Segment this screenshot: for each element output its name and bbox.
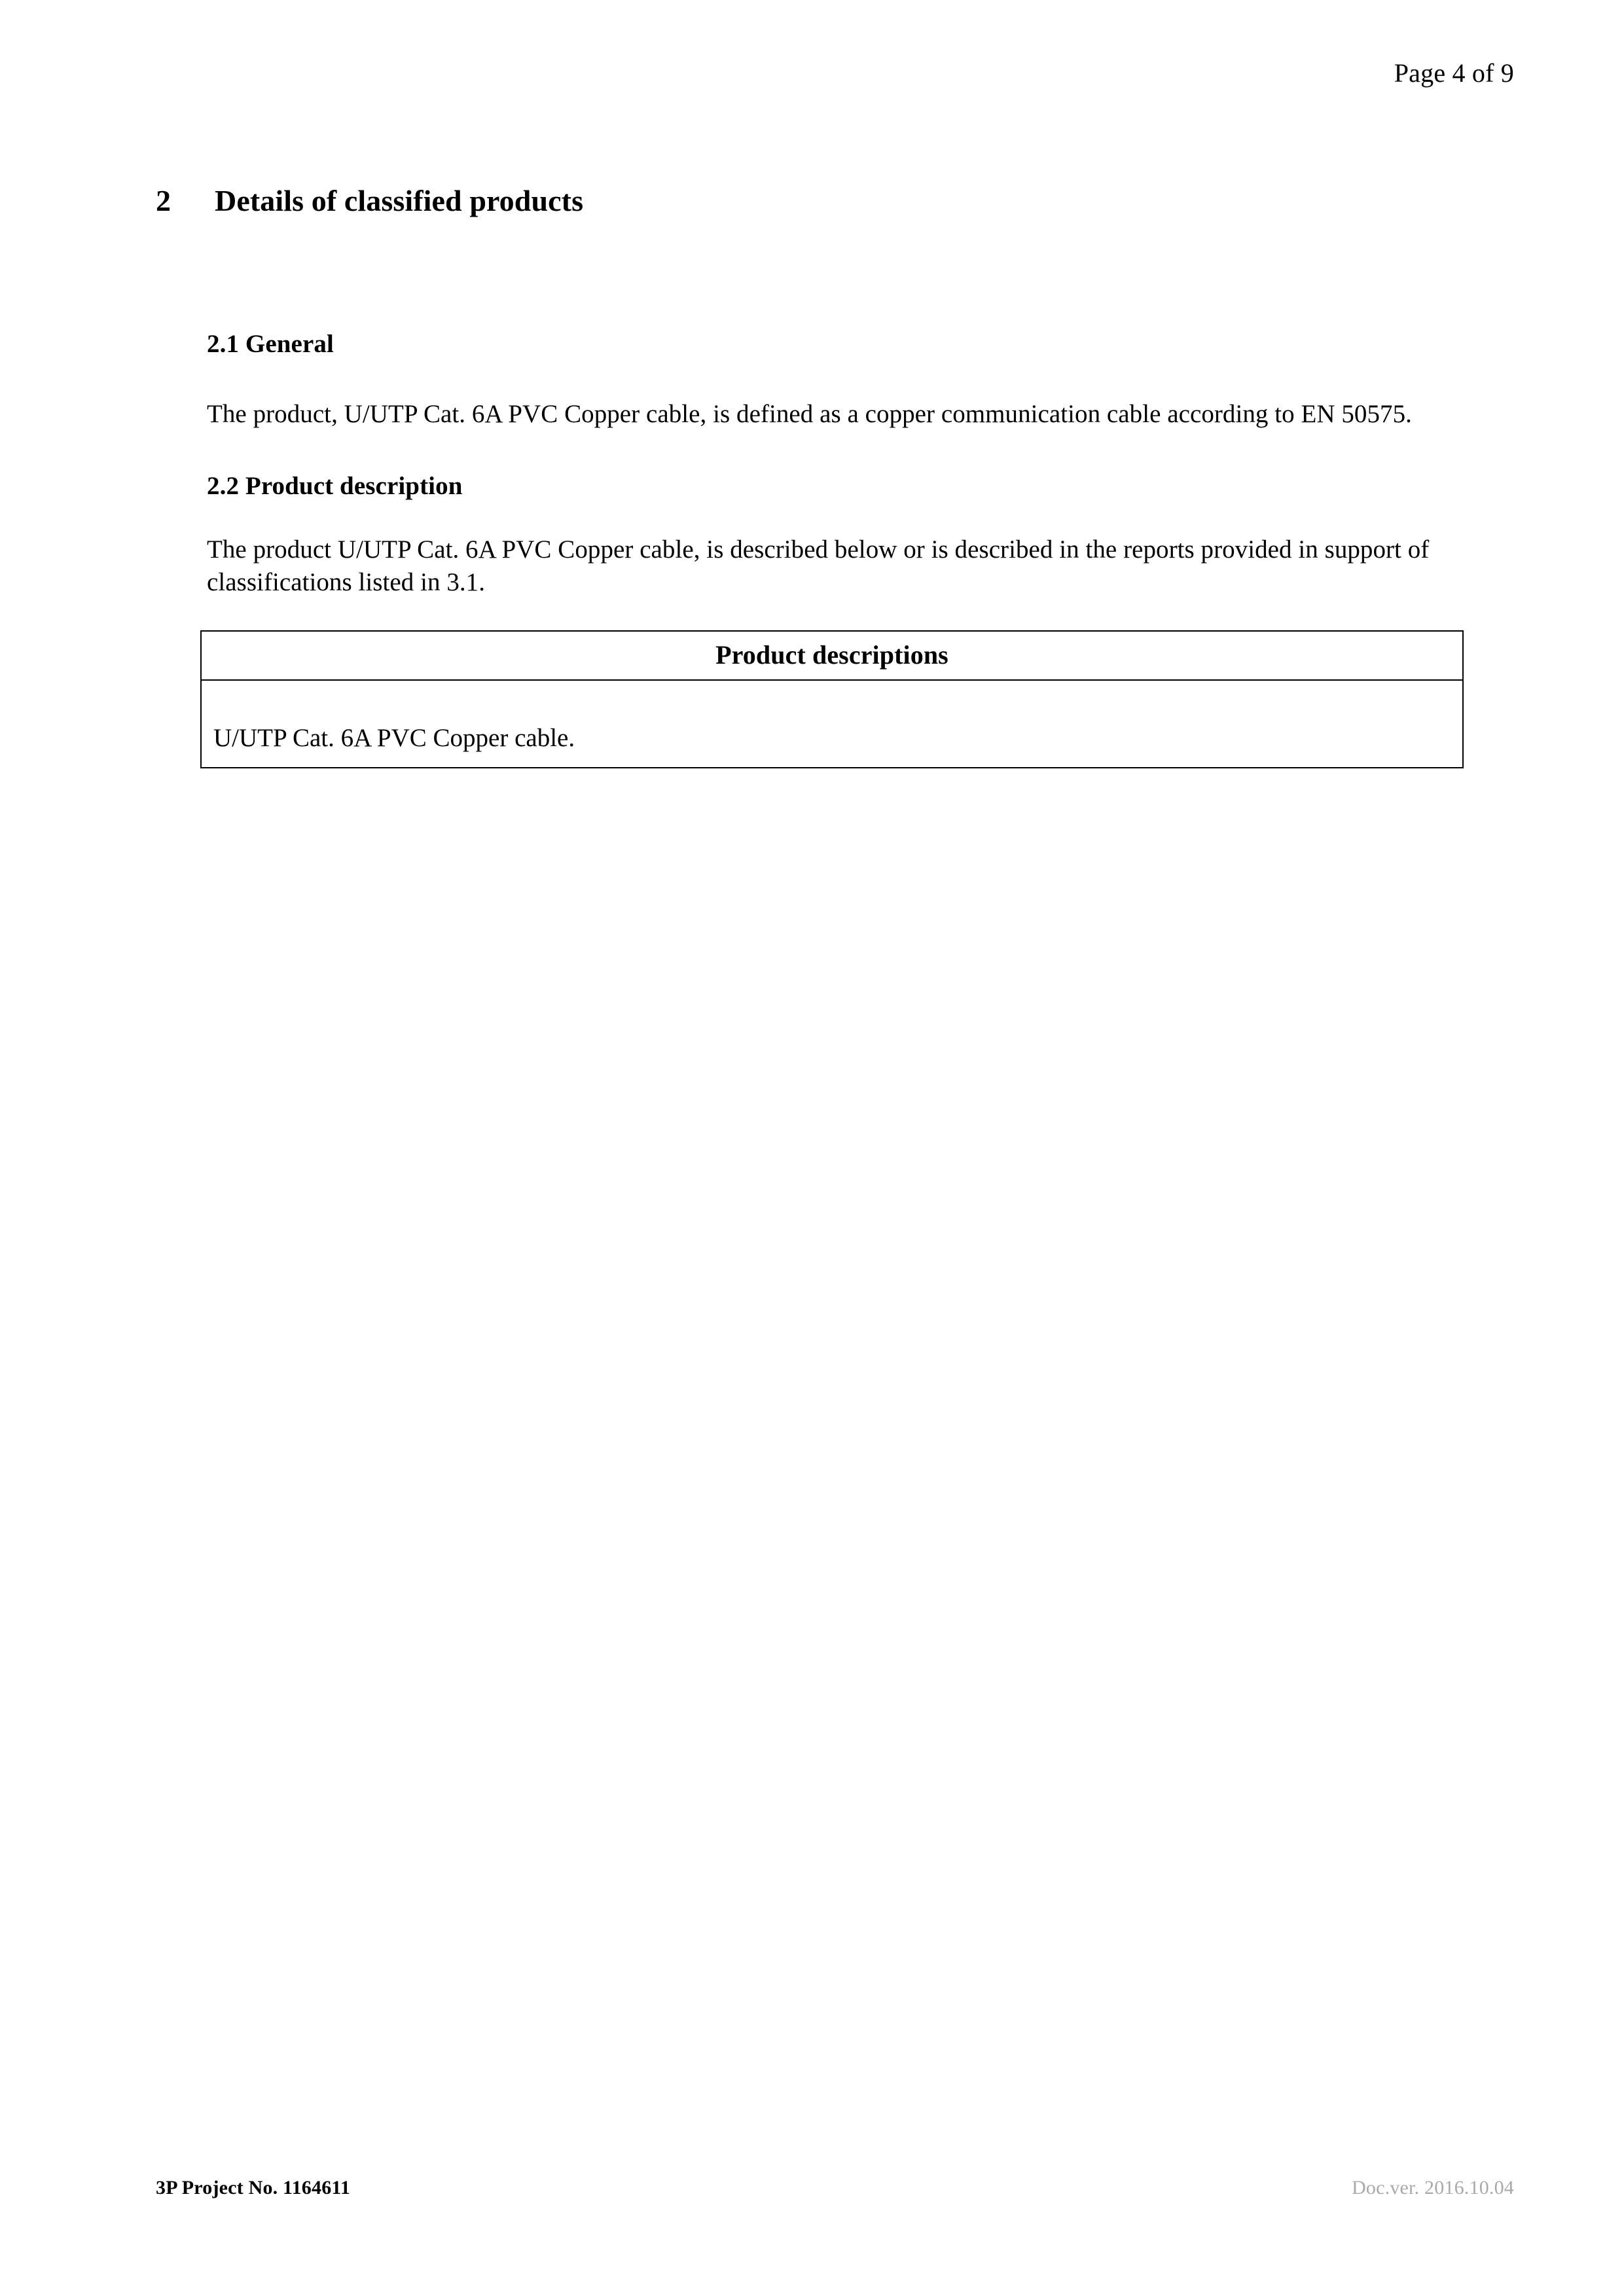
- subsection-product-description: [207, 471, 1451, 599]
- footer-project-number: 3P Project No. 1164611: [156, 2177, 351, 2198]
- subsection-2-1-heading: 2.1 General: [207, 330, 334, 358]
- section-title: Details of classified products: [215, 184, 584, 217]
- document-body: [156, 183, 1504, 768]
- section-2-heading: [156, 183, 1504, 218]
- product-descriptions-table: [200, 630, 1464, 768]
- table-column-header-product-descriptions: Product descriptions: [201, 631, 1463, 680]
- page-footer: [156, 2177, 1514, 2199]
- subsection-general: [207, 329, 1451, 431]
- section-number: 2: [156, 184, 171, 217]
- table-row: [201, 680, 1463, 768]
- subsection-2-2-paragraph: The product U/UTP Cat. 6A PVC Copper cable, is described below or is described in the reports provided in support of classifications listed in 3.1.: [207, 535, 1430, 596]
- subsection-2-2-heading: 2.2 Product description: [207, 471, 463, 500]
- table-cell-product-description: U/UTP Cat. 6A PVC Copper cable.: [201, 680, 1463, 768]
- footer-doc-version: Doc.ver. 2016.10.04: [1352, 2177, 1514, 2198]
- page-number-header: Page 4 of 9: [1394, 58, 1514, 88]
- table-header-row: [201, 631, 1463, 680]
- subsection-2-1-paragraph: The product, U/UTP Cat. 6A PVC Copper cable, is defined as a copper communication cable according to EN 50575.: [207, 400, 1412, 428]
